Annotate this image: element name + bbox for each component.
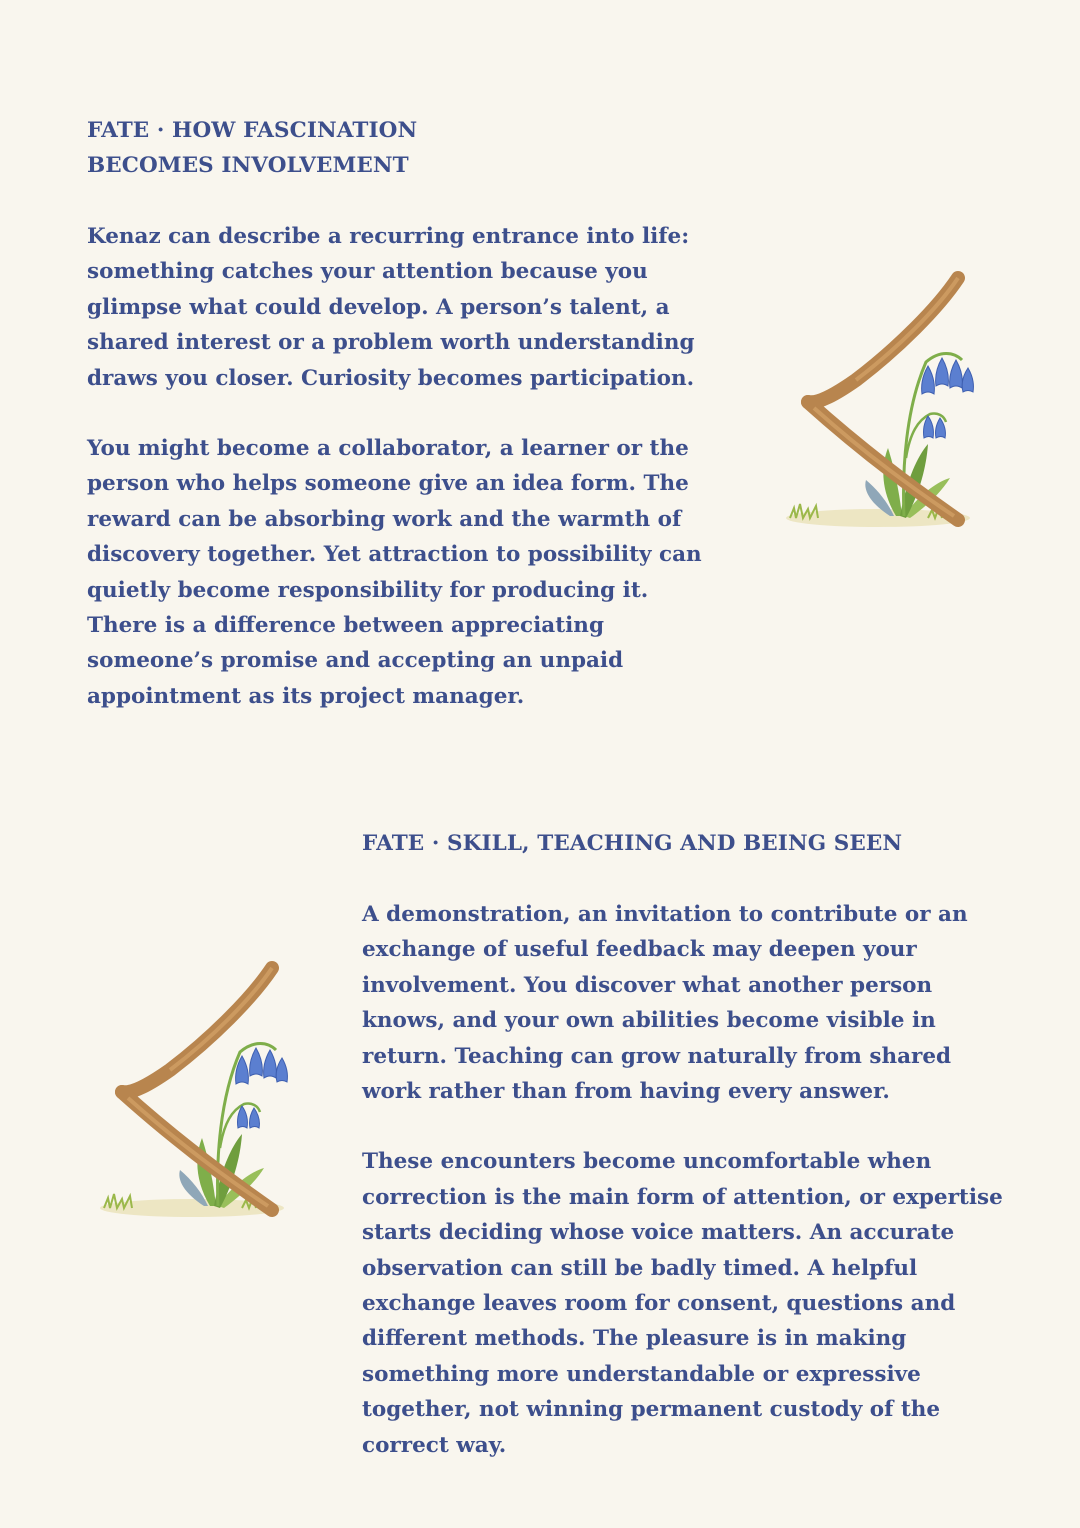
kenaz-rune-bluebell-icon <box>778 268 988 536</box>
section-heading: FATE · HOW FASCINATION BECOMES INVOLVEMENT <box>87 118 418 178</box>
paragraph: These encounters become uncomfortable when correction is the main form of attention, or expertise starts deciding whose voice matters. An accurate observation can still be badly timed. A helpful exchange leaves room for consent, questions and different methods. The pleasure is in making something more understandable or expressive together, not winning permanent custody of the correct way. <box>362 1149 1003 1458</box>
kenaz-rune-bluebell-icon <box>92 958 302 1226</box>
paragraph: Kenaz can describe a recurring entrance into life: something catches your attention because you glimpse what could develop. A person’s talent, a shared interest or a problem worth understanding draws you closer. Curiosity becomes participation. <box>87 224 695 391</box>
section-skill-teaching <box>362 826 1012 1463</box>
section-heading: FATE · SKILL, TEACHING AND BEING SEEN <box>362 831 903 856</box>
section-fascination <box>87 113 707 714</box>
paragraph: You might become a collaborator, a learner or the person who helps someone give an idea form. The reward can be absorbing work and the warmth of discovery together. Yet attraction to possibility can quietly become responsibility for producing it. There is a difference between appreciating someone’s promise and accepting an unpaid appointment as its project manager. <box>87 436 702 709</box>
paragraph: A demonstration, an invitation to contribute or an exchange of useful feedback may deepen your involvement. You discover what another person knows, and your own abilities become visible in return. Teaching can grow naturally from shared work rather than from having every answer. <box>362 902 968 1105</box>
